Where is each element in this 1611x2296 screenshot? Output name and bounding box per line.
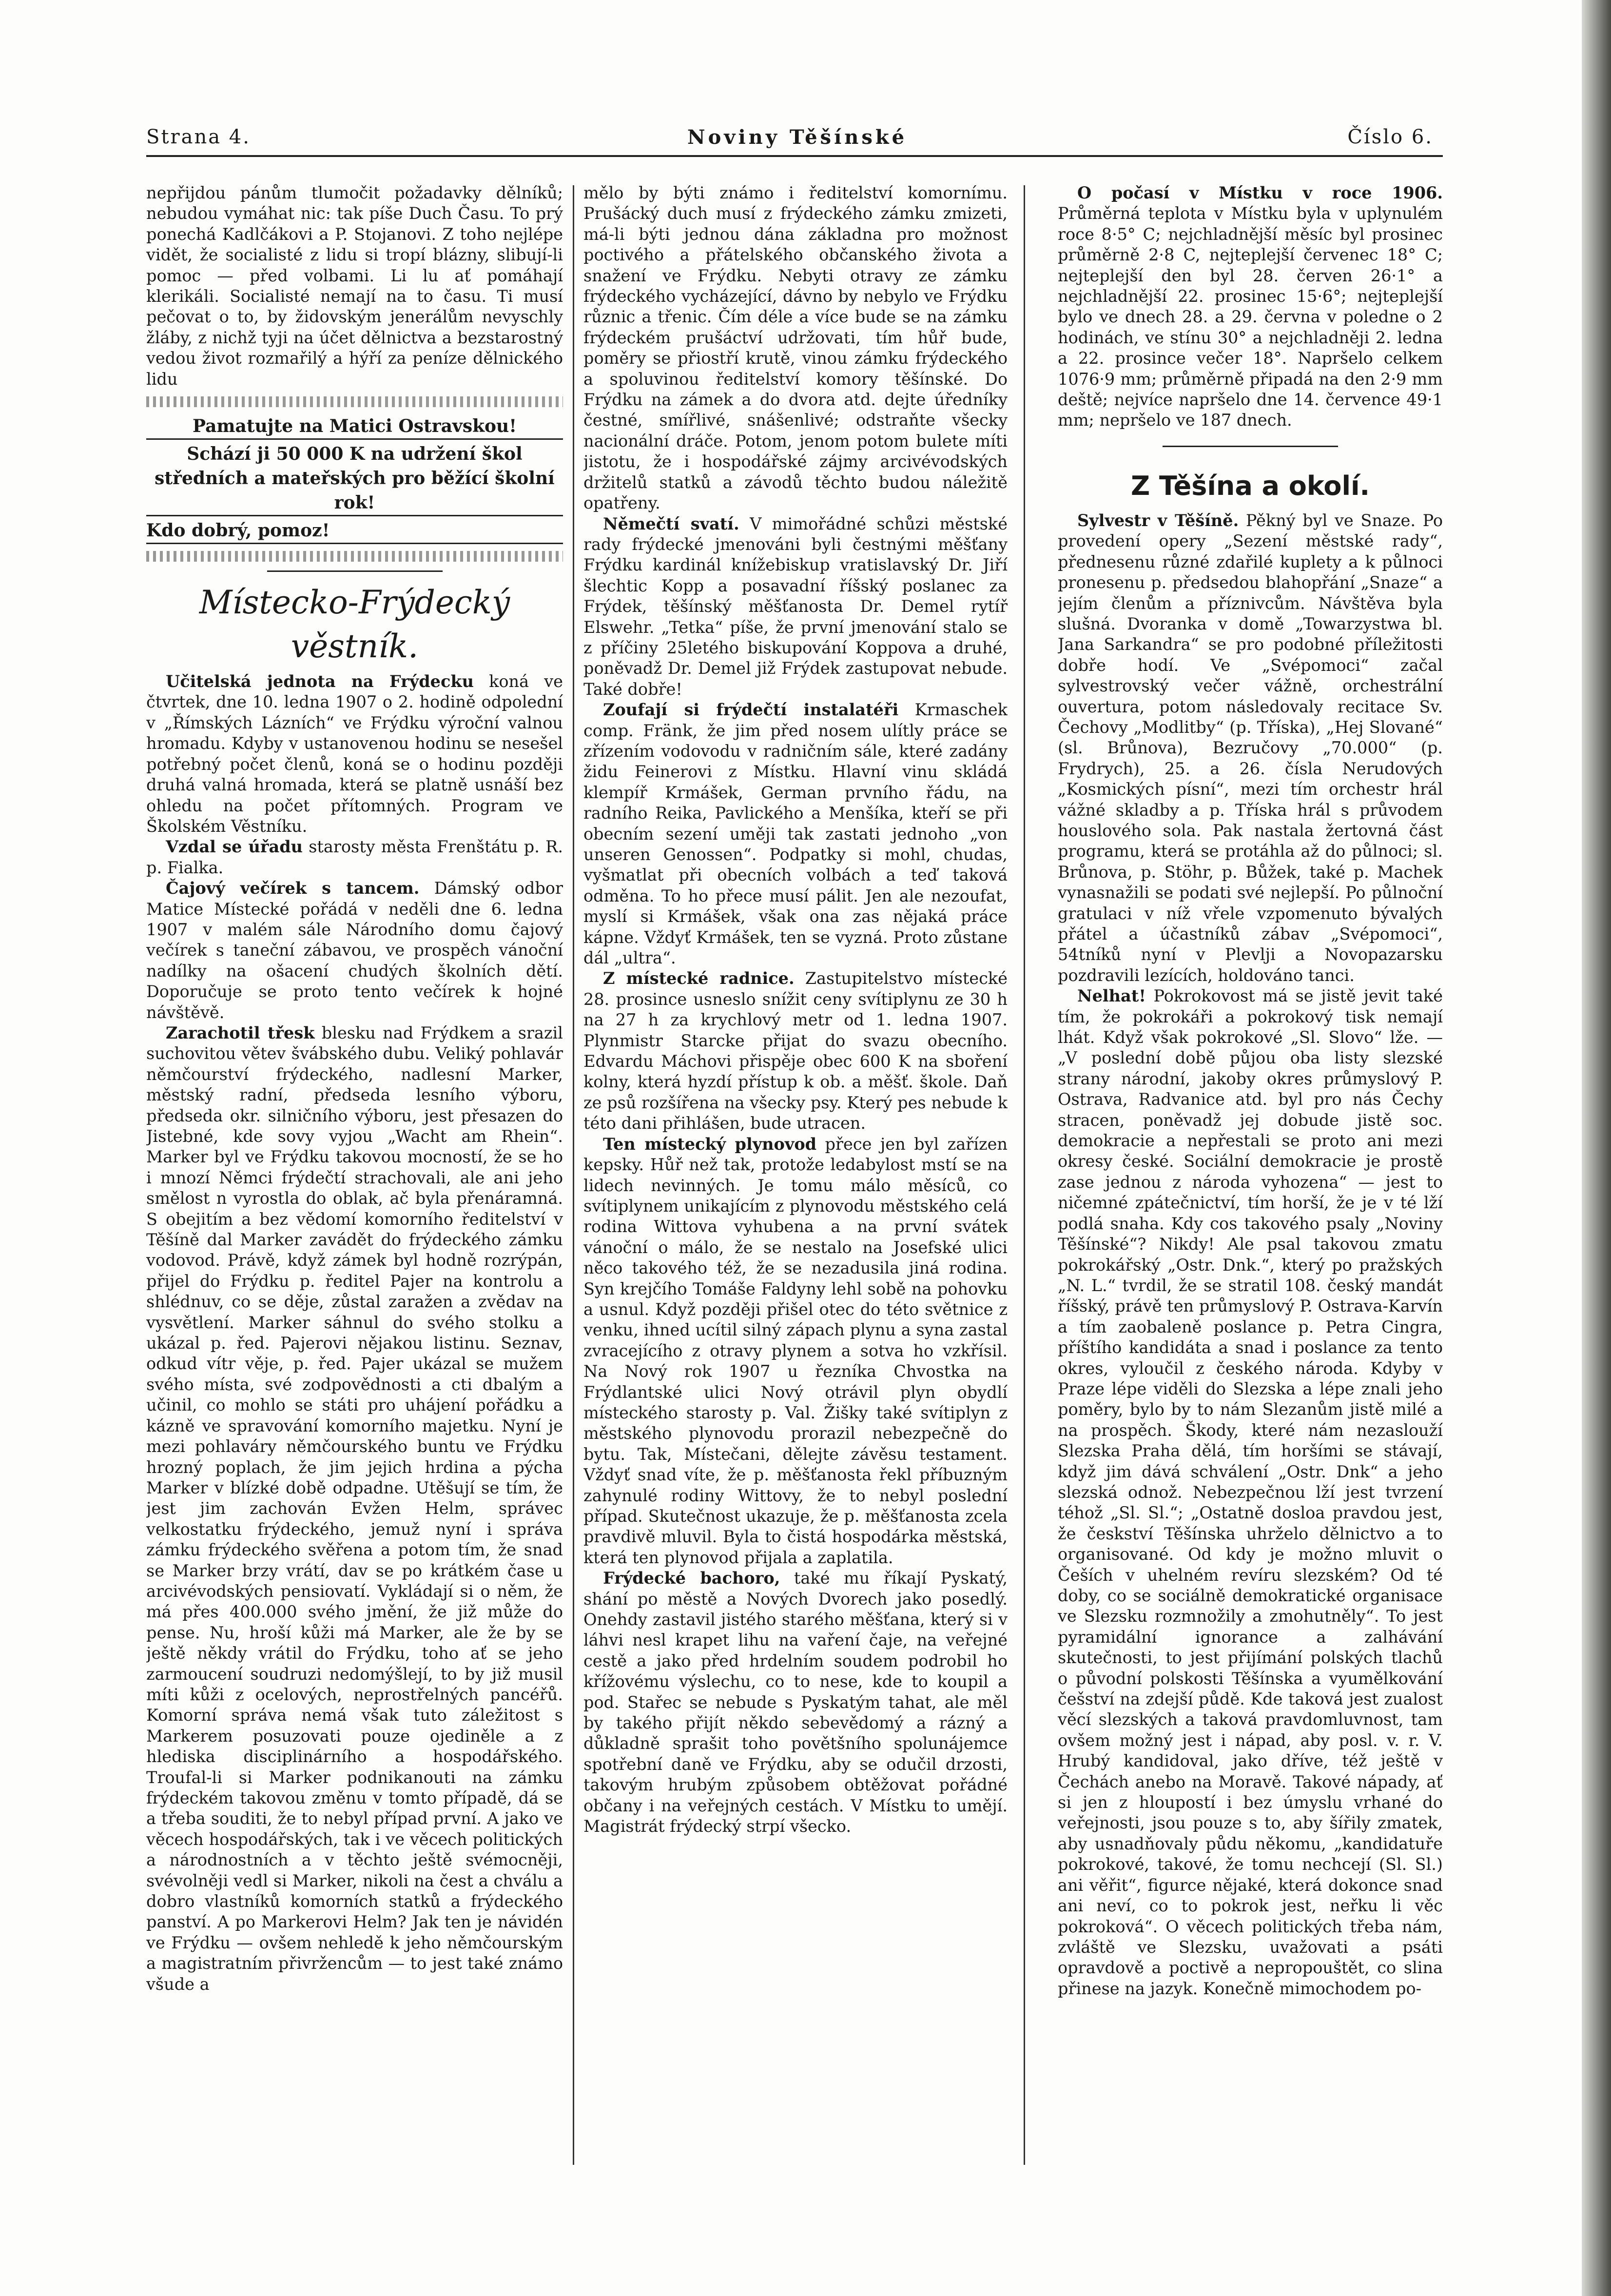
ornamental-divider (146, 551, 563, 562)
news-item (146, 671, 563, 837)
column-3 (1058, 183, 1443, 2192)
news-item-headline: Zoufají si frýdečtí instalatéři (603, 700, 899, 720)
news-item-body: blesku nad Frýdkem a srazil suchovitou větev švábského dubu. Veliký pohlavár němčourství frýdeckého, nadlesní Marker, městský radní, předseda lesního výboru, předseda okr. silničního výboru, jest přesazen do Jistebné, kde sovy vyjou „Wacht am Rhein“. Marker byl ve Frýdku takovou mocností, že se ho i mnozí Němci frýdečtí strachovali, ale ani jeho smělost n vyrostla do oblak, ač byla přenáramná. S obejitím a bez vědomí komorního ředitelství v Těšíně dal Marker zavádět do frýdeckého zámku vodovod. Právě, když zámek byl hodně rozrýpán, přijel do Frýdku p. ředitel Pajer na kontrolu a shlédnuv, co se děje, zůstal zaražen a zvědav na vysvětlení. Marker sáhnul do svého stolku a ukázal p. řed. Pajerovi nějakou listinu. Seznav, odkud vítr věje, p. řed. Pajer ukázal se mužem svého místa, své zodpovědnosti a cti dbalým a učinil, co mohlo se státi pro uhájení pořádku a kázně ve spravování komorního majetku. Nyní je mezi pohlaváry němčourského buntu ve Frýdku hrozný poplach, že jim jejich hrdina a pýcha Marker v blízké době odpadne. Utěšují se tím, že jest jim zachován Evžen Helm, správec velkostatku frýdeckého, jemuž nyní i správa zámku frýdeckého svěřena a potom tím, že snad se Marker brzy vrátí, dav se po krátkém čase u arcivévodských pensiovatí. Vykládají si o něm, že má přes 400.000 svého jmění, že již může do pense. Nu, hroší kůži má Marker, ale že by se ještě někdy vrátil do Frýdku, toho ať se jeho zarmoucení soudruzi nedomýšlejí, to by již musil míti kůži z ocelových, neprostřelných pancéřů. Komorní správa nemá však tuto záležitost s Markerem posuzovati pouze ojediněle a z hlediska disciplinárního a hospodářského. Troufal-li si Marker podnikanouti na zámku frýdeckém takovou změnu v tomto případě, dá se a třeba souditi, že to nebyl případ první. A jako ve věcech hospodářských, tak i ve věcech politických a národnostních a v těchto ještě svémocněji, svévolněji vedl si Marker, nikoli na čest a chválu a dobro vlastníků komorních statků a frýdeckého panství. A po Markerovi Helm? Jak ten je návidén ve Frýdku — ovšem nehledě k jeho němčourským a magistratním přivržencům — to jest také známo všude a (146, 1023, 563, 1994)
news-item-body: Zastupitelstvo místecké 28. prosince usneslo snížit ceny svítiplynu ze 30 h na 27 h za krychlový metr od 1. ledna 1907. Plynmistr Starcke přijat do svazu obecního. Edvardu Máchovi přispěje obec 600 K na sboření kolny, která hyzdí přístup k ob. a měšť. škole. Daň ze psů rozšířena na všecky psy. Který pes nebude k této dani přihlášen, bude utracen. (583, 969, 1008, 1133)
news-item (583, 1568, 1008, 1837)
news-item-body: Dámský odbor Matice Místecké pořádá v neděli dne 6. ledna 1907 v malém sále Národního domu čajový večírek s taneční zábavou, ve prospěch vánoční nadílky na ošacení chudých školních dětí. Doporučuje se proto tento večírek k hojné návštěvě. (146, 879, 563, 1022)
page-header (146, 126, 1443, 150)
column-2 (583, 183, 1008, 2192)
news-item (146, 1023, 563, 1995)
section-heading: Místecko-Frýdecký věstník. (199, 584, 510, 666)
appeal-banner: Schází ji 50 000 K na udržení škol středních a mateřských pro běžící školní rok! (146, 442, 563, 516)
column-divider (1024, 185, 1025, 2165)
news-item-body: V mimořádné schůzi městské rady frýdecké jmenováni byli čestnými měšťany Frýdku kardinál knížebiskup vratislavský Dr. Jiří šlechtic Kopp a posavadní říšský poslanec za Frýdek, těšínský měšťanosta Dr. Demel rytíř Elswehr. „Tetka“ píše, že první jmenování stalo se z příčiny 25letého biskupování Koppova a druhé, poněvadž Dr. Demel již Frýdek zastupovat nebude. Také dobře! (583, 514, 1008, 699)
appeal-banner: Kdo dobrý, pomoz! (146, 518, 563, 544)
news-item-body: Průměrná teplota v Místku byla v uplynulém roce 8·5° C; nejchladnější měsíc byl prosinec průměrně 2·8 C, nejteplejší červenec 18° C; nejteplejší den byl 28. červen 26·1° a nejchladnější 22. prosinec 15·6°; nejteplejší bylo ve dnech 28. a 29. června v poledne o 2 hodinách, ve stínu 30° a nejchladněji 2. ledna a 22. prosince večer 18°. Napršelo celkem 1076·9 mm; průměrně připadá na den 2·9 mm deště; nejvíce napršelo dne 14. července 49·1 mm; nepršelo ve 187 dnech. (1058, 204, 1443, 430)
news-item-body: přece jen byl zařízen kepsky. Hůř než tak, protože ledabylost mstí se na lidech nevinných. Je tomu málo měsíců, co svítiplynem unikajícím z plynovodu městského celá rodina Wittova vyhubena a na první svátek vánoční o málo, že se nestalo na Josefské ulici něco takového též, že se nezadusila jiná rodina. Syn krejčího Tomáše Faldyny lehl sobě na pohovku a usnul. Když později přišel otec do této světnice z venku, ihned ucítil silný zápach plynu a syna zastal zvracejícího z otravy plynem a sotva ho vzkřísil. Na Nový rok 1907 u řezníka Chvostka na Frýdlantské ulici Nový otrávil plyn obydlí místeckého starosty p. Val. Žišky také svítiplyn z městského plynovodu prorazil nebezpečně do bytu. Tak, Místečani, dělejte závěsu testament. Vždyť snad víte, že p. měšťanosta řekl příbuzným zahynulé rodiny Wittovy, že to nebyl poslední případ. Skutečnost ukazuje, že p. měšťanosta zcela pravdivě mluvil. Byla to čistá hospodárka městská, která ten plynovod přijala a zaplatila. (583, 1134, 1008, 1567)
news-item-body: Pokrokovost má se jistě jevit také tím, že pokrokáři a pokrokový tisk nemají lhát. Když však pokrokové „Sl. Slovo“ lže. — „V poslední době půjou oba listy slezské strany národní, jakoby okres průmyslový P. Ostrava, Radvanice atd. byl pro nás Čechy stracen, poněvadž jej dobude jistě soc. demokracie a nepřestali se proto ani mezi okresy české. Sociální demokracie je prostě zase jednou z národa vyhozena“ — jest to ničemné zpátečnictví, tím horší, že je v té lží podlá snaha. Kdy cos takového psaly „Noviny Těšínské“? Nikdy! Ale psal takovou zmatu pokrokářský „Ostr. Dnk.“, který po pražských „N. L.“ tvrdil, že se stratil 108. český mandát říšský, právě ten průmyslový P. Ostrava-Karvín a tím zaobaleně poslance p. Petra Cingra, příštího kandidáta a snad i poslance za tento okres, vyloučil z českého národa. Kdyby v Praze lépe viděli do Slezska a lépe znali jeho poměry, bylo by to nám Slezanům jistě milé a na prospěch. Škody, které nám nezaslouží Slezska Praha dělá, tím horšími se stávají, když jim dává schválení „Ostr. Dnk“ a jeho slezská odnož. Nebezpečnou lží jest tvrzení téhož „Sl. Sl.“; „Ostatně dosloa pravdou jest, že českství Těšínska uhrželo dělnictvo a to organisované. Od kdy je možno mluvit o Češích v uhelném revíru slezském? Od té doby, co se sociálně demokratické organisace ve Slezsku rozmnožily a zmohutněly“. To jest pyramidální ignorance a zalhávání skutečnosti, to jest přijímání polských tlachů o původní polskosti Těšínska a vyumělkování češství na zdejší půdě. Kde taková jest zualost věcí slezských a taková pravdomluvnost, tam ovšem možný jest i nápad, aby posl. v. r. V. Hrubý kandidoval, jako dříve, též ještě v Čechách anebo na Moravě. Takové nápady, ať si jen z hloupostí i bez úmyslu vrhané do veřejnosti, jsou pouze s to, aby šířily zmatek, aby usnadňovaly půdu někomu, „kandidatuře pokrokové, takové, že tomu nechcejí (Sl. Sl.) ani věřit“, figurce nějaké, která dokonce snad ani neví, co to pokrok jest, neřku li věc pokroková“. O věcech politických třeba nám, zvláště ve Slezsku, uvažovati a psáti opravdově a poctivě a nepropouštět, co slina přinese na jazyk. Konečně mimochodem po- (1058, 986, 1443, 1998)
news-item-body: Krmaschek comp. Fränk, že jim před nosem ulítly práce se zřízením vodovodu v radničním sále, které zadány židu Feinerovi z Místku. Hlavní vinu skládá klempíř Krmášek, German prvního řádu, na radního Reika, Pavlického a Menšíka, kteří se při obecním sezení uměji tak zastati jednoho „von unseren Genossen“. Podpatky si mohl, chudas, vyšmatlat při obecních volbách a teď taková odměna. To ho přece musí pálit. Jen ale nezoufat, myslí si Krmášek, však ona zas nějaká práce kápne. Vždyť Krmášek, ten se vyzná. Proto zůstane dál „ultra“. (583, 700, 1008, 968)
issue-number: Číslo 6. (1347, 126, 1433, 148)
news-item (1058, 510, 1443, 986)
news-item (583, 700, 1008, 968)
news-item-headline: Vzdal se úřadu (166, 837, 303, 857)
news-item-headline: Němečtí svatí. (603, 514, 739, 533)
appeal-banner: Pamatujte na Matici Ostravskou! (146, 414, 563, 440)
page-number: Strana 4. (146, 126, 251, 148)
short-rule (1163, 446, 1338, 447)
article-continuation: nepřijdou pánům tlumočit požadavky dělníků; nebudou vymáhat nic: tak píše Duch Času. To prý ponechá Kadlčákovi a P. Stojanovi. Z toho nejlépe vidět, že socialisté z lidu si tropí blázny, slibují-li pomoc — před volbami. Li lu ať pomáhají klerikáli. Socialisté nemají na to času. Ti musí pečovat o to, by židovským jenerálům nevyschly žláby, z nichž tyji na účet dělnictva a bezstarostný vedou život rozmařilý a hýří za peníze dělnického lidu (146, 183, 563, 389)
news-item-body: koná ve čtvrtek, dne 10. ledna 1907 o 2. hodině odpolední v „Římských Lázních“ ve Frýdku výroční valnou hromadu. Kdyby v ustanovenou hodinu se nesešel potřebný počet členů, koná se o hodinu později druhá valná hromada, která se platně usnáší bez ohledu na počet přítomných. Program ve Školském Věstníku. (146, 672, 563, 836)
news-item-headline: Z místecké radnice. (603, 969, 795, 988)
section-heading: Z Těšína a okolí. (1130, 470, 1370, 501)
article-continuation: mělo by býti známo i ředitelství komornímu. Prušácký duch musí z frýdeckého zámku zmizeti, má-li býti jednou dána základna pro možnost poctivého a přátelského občanského života a snažení ve Frýdku. Nebyti otravy ze zámku frýdeckého vycházející, dávno by nebylo ve Frýdku různic a třenic. Čím déle a více bude se na zámku frýdeckém prušáctví udržovati, tím hůř bude, poměry se přiostří krutě, vinou zámku frýdeckého a spoluvinou ředitelství komory těšínské. Do Frýdku na zámek a do dvora atd. dejte úředníky čestné, smířlivé, snášenlivé; odstraňte všecky nacionální dráče. Potom, jenom potom bulete míti jistotu, že i hospodářské zájmy arcivévodských držitelů statků a závodů těchto budou náležitě opatřeny. (583, 183, 1008, 513)
news-item (146, 878, 563, 1023)
news-item (583, 1134, 1008, 1569)
news-item (146, 837, 563, 878)
news-item-headline: Frýdecké bachoro, (603, 1569, 780, 1588)
column-1 (146, 183, 563, 2192)
news-item-headline: Ten místecký plynovod (603, 1134, 817, 1154)
column-divider (573, 185, 574, 2165)
news-item-headline: O počasí v Místku v roce 1906. (1077, 183, 1443, 202)
news-item-headline: Učitelská jednota na Frýdecku (166, 672, 474, 691)
header-rule (146, 155, 1443, 157)
page-binding-edge (1582, 0, 1611, 2296)
short-rule (267, 570, 443, 572)
news-item-body: starosty města Frenštátu p. R. p. Fialka. (146, 837, 563, 877)
news-item (583, 514, 1008, 700)
news-item (1058, 986, 1443, 1999)
news-item-headline: Zarachotil třesk (166, 1023, 315, 1042)
news-item (583, 968, 1008, 1134)
news-item (1058, 183, 1443, 431)
news-item-headline: Čajový večírek s tancem. (166, 879, 420, 898)
news-item-headline: Sylvestr v Těšíně. (1077, 510, 1239, 530)
news-item-headline: Nelhat! (1077, 986, 1146, 1006)
ornamental-divider (146, 396, 563, 407)
news-item-body: také mu říkají Pyskatý, shání po městě a Nových Dvorech jako posedlý. Onehdy zastavil jistého starého měšťana, který si v láhvi nesl krapet lihu na vaření čaje, na veřejné cestě a jako před hrdelním soudem podrobil ho křížovému výslechu, co to nese, kde to koupil a pod. Stařec se nebude s Pyskatým tahat, ale měl by takého přijít někdo sebevědomý a rázný a důkladně sprašit toho povětšního spolunájemce spotřební daně ve Frýdku, aby se odučil drzosti, takovým hrubým způsobem obtěžovat pořádné občany i na veřejných cestách. V Místku to umějí. Magistrát frýdecký strpí všecko. (583, 1569, 1008, 1836)
newspaper-title: Noviny Těšínské (687, 126, 908, 149)
news-item-body: Pěkný byl ve Snaze. Po provedení opery „Sezení městské rady“, přednesenu různé zdařilé kuplety a k půlnoci pronesenu p. předsedou blahopřání „Snaze“ a jejím členům a příznivcům. Návštěva byla slušná. Dvoranka v domě „Towarzystwa bl. Jana Sarkandra“ se pro podobné příležitosti dobře hodí. Ve „Svépomoci“ začal sylvestrovský večer vážně, orchestrální ouvertura, potom následovaly recitace Sv. Čechovy „Modlitby“ (p. Tříska), „Hej Slované“ (sl. Brůnova), Bezručovy „70.000“ (p. Frydrych), 25. a 26. čísla Nerudových „Kosmických písní“, mezi tím orchestr hrál vážné skladby a p. Tříska hrál s průvodem houslového sola. Pak nastala žertovná část programu, která se protáhla až do půlnoci; sl. Brůnova, p. Stöhr, p. Bůžek, také p. Machek vynasnažili se podati své nejlepší. Po půlnoční gratulaci v níž vřele vzpomenuto bývalých přátel a účastníků zábav „Svépomoci“, 54tníků nyní v Plevlji a Novopazarsku pozdravili lezících, holdováno tanci. (1058, 510, 1443, 985)
